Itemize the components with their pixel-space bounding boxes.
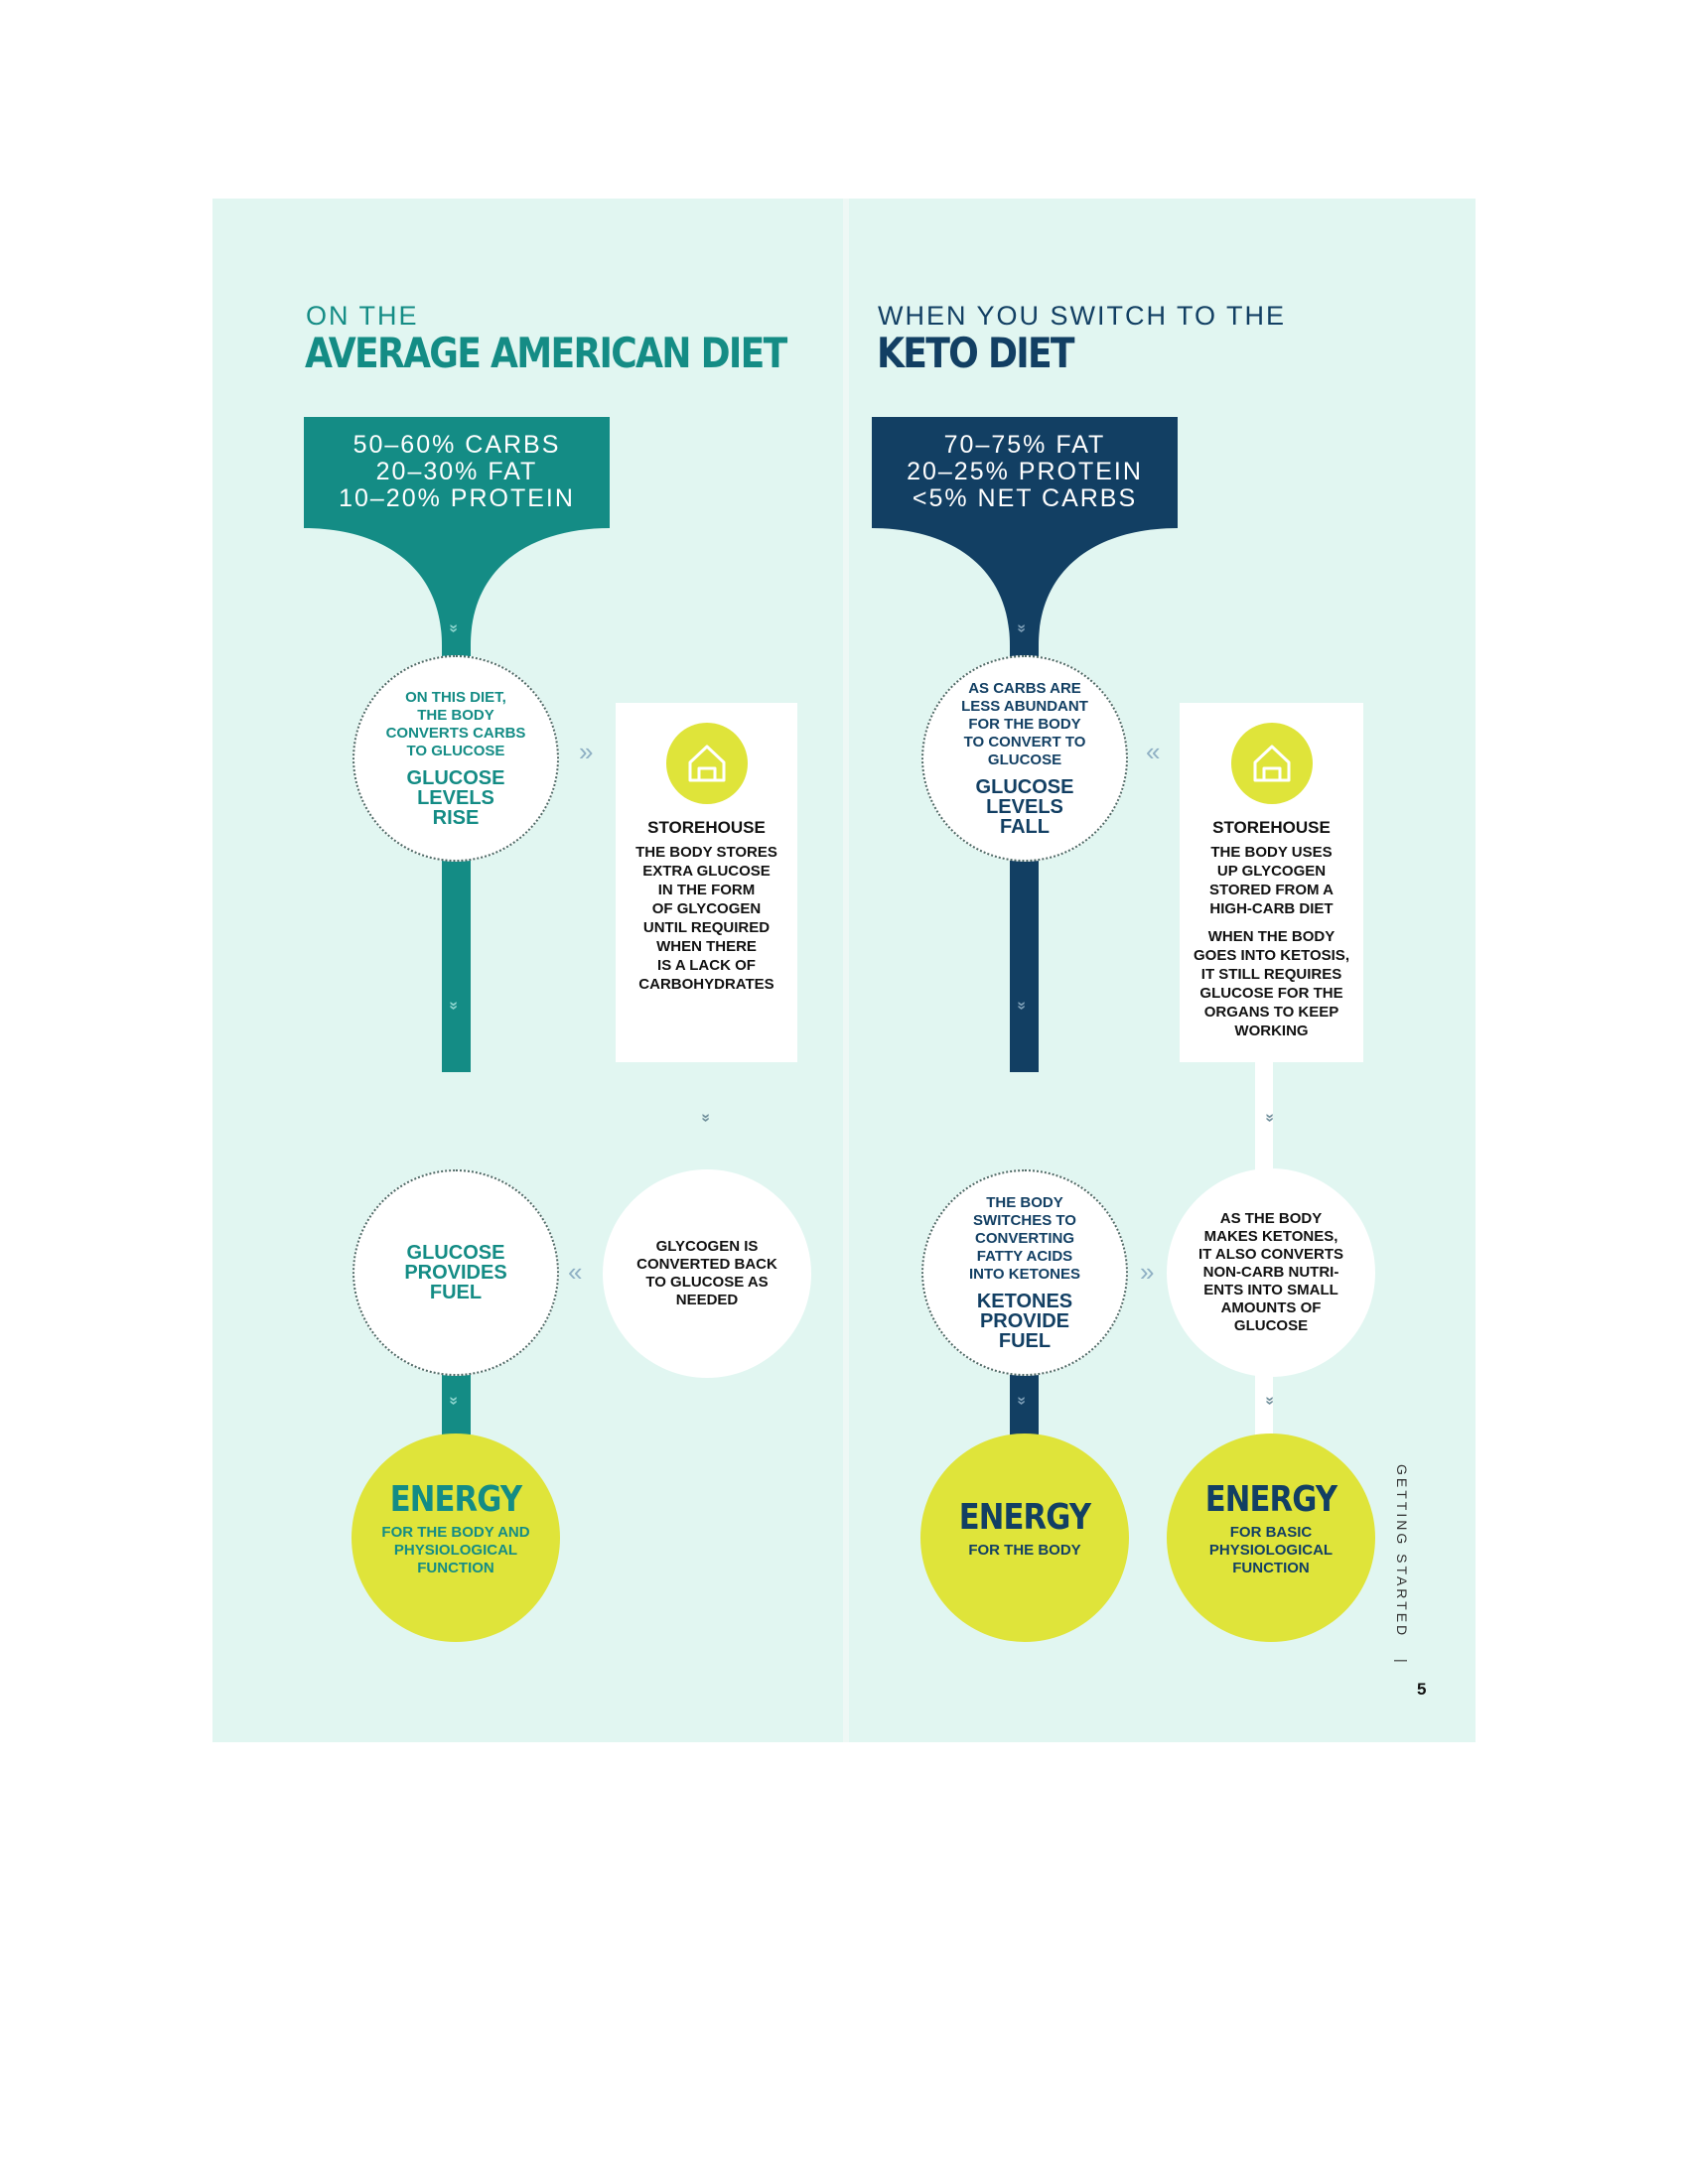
left-macro-fat: 20–30% FAT (375, 458, 538, 485)
right-storehouse-line: ORGANS TO KEEP (1203, 1004, 1339, 1021)
left-circle1-big: LEVELS (417, 787, 494, 809)
right-energy1-sub: FOR THE BODY (968, 1542, 1081, 1559)
right-circle2-big: KETONES (976, 1291, 1073, 1312)
right-circle2-line: CONVERTING (974, 1230, 1074, 1247)
left-macro-box (304, 417, 610, 528)
left-circle3-line: NEEDED (675, 1292, 739, 1308)
right-circle3-line: GLUCOSE (1233, 1317, 1309, 1334)
right-circle2-line: SWITCHES TO (973, 1212, 1076, 1229)
chevron-down-icon: » (697, 1113, 715, 1123)
left-storehouse-line: OF GLYCOGEN (651, 900, 762, 917)
right-energy2-sub: FOR BASIC (1229, 1524, 1313, 1541)
left-circle3-line: TO GLUCOSE AS (645, 1274, 769, 1291)
house-icon (1231, 723, 1313, 804)
left-macro-carbs: 50–60% CARBS (352, 431, 561, 459)
left-energy-circle (352, 1433, 560, 1642)
left-circle1-line: ON THIS DIET, (405, 689, 506, 706)
right-circle1-line: TO CONVERT TO (963, 734, 1086, 751)
left-energy-word: ENERGY (389, 1479, 522, 1520)
right-circle1-line: LESS ABUNDANT (961, 698, 1088, 715)
right-energy1-word: ENERGY (958, 1497, 1091, 1538)
left-storehouse-line: THE BODY STORES (635, 844, 777, 861)
left-circle-glucose-fuel (352, 1169, 559, 1376)
left-circle2-big: GLUCOSE (406, 1242, 505, 1264)
left-energy-sub: FUNCTION (417, 1560, 494, 1576)
right-circle1-big: GLUCOSE (975, 776, 1074, 798)
chevron-down-icon: » (445, 1396, 463, 1406)
right-energy2-sub: PHYSIOLOGICAL (1208, 1542, 1334, 1559)
right-energy2-sub: FUNCTION (1232, 1560, 1310, 1576)
right-storehouse-line: WHEN THE BODY (1207, 928, 1336, 945)
right-circle3-line: ENTS INTO SMALL (1203, 1282, 1338, 1298)
chevron-down-icon: » (1013, 1396, 1031, 1406)
section-divider: | (1394, 1659, 1410, 1666)
right-macro-fat: 70–75% FAT (943, 431, 1106, 459)
right-energy-circle-physiological (1167, 1433, 1375, 1642)
right-circle1-line: AS CARBS ARE (968, 680, 1081, 697)
right-circle2-line: FATTY ACIDS (976, 1248, 1073, 1265)
left-energy-sub: FOR THE BODY AND (381, 1524, 530, 1541)
right-circle1-line: FOR THE BODY (968, 716, 1081, 733)
right-circle3-line: NON-CARB NUTRI- (1202, 1264, 1339, 1281)
right-circle3-line: MAKES KETONES, (1203, 1228, 1338, 1245)
page-gutter (843, 199, 849, 1742)
left-storehouse-line: UNTIL REQUIRED (642, 919, 771, 936)
left-circle1-line: CONVERTS CARBS (385, 725, 526, 742)
left-circle1-line: TO GLUCOSE (406, 743, 505, 759)
chevron-down-icon: » (1013, 1001, 1031, 1011)
right-storehouse-title: STOREHOUSE (1212, 818, 1331, 837)
right-circle1-big: FALL (1000, 816, 1050, 838)
right-circle3-line: AS THE BODY (1219, 1210, 1323, 1227)
arrow-right-icon: » (579, 737, 594, 766)
left-circle1-line: THE BODY (417, 707, 494, 724)
house-icon (666, 723, 748, 804)
section-name: GETTING STARTED (1394, 1464, 1410, 1639)
chevron-down-icon: » (1261, 1113, 1279, 1123)
chevron-down-icon: » (445, 623, 463, 633)
right-circle2-big: PROVIDE (979, 1310, 1069, 1332)
left-storehouse-line: IN THE FORM (657, 882, 756, 898)
section-label (1394, 1464, 1410, 1666)
arrow-left-icon: « (568, 1257, 583, 1287)
left-circle1-big: GLUCOSE (406, 767, 505, 789)
left-circle2-big: FUEL (429, 1282, 483, 1303)
right-energy2-word: ENERGY (1204, 1479, 1337, 1520)
right-circle1-big: LEVELS (986, 796, 1063, 818)
left-storehouse-line: CARBOHYDRATES (638, 976, 774, 993)
chevron-down-icon: » (445, 1001, 463, 1011)
right-storehouse-line: WORKING (1234, 1023, 1309, 1039)
right-storehouse-line: STORED FROM A (1208, 882, 1334, 898)
left-circle-glucose-rise (352, 655, 559, 862)
right-circle1-line: GLUCOSE (987, 751, 1062, 768)
right-energy-circle-body (920, 1433, 1129, 1642)
page-number: 5 (1417, 1680, 1427, 1699)
right-pre-heading: WHEN YOU SWITCH TO THE (878, 301, 1287, 331)
arrow-left-icon: « (1146, 737, 1161, 766)
left-storehouse-line: WHEN THERE (656, 938, 757, 955)
right-storehouse-line: HIGH-CARB DIET (1209, 900, 1334, 917)
right-circle-ketones-fuel (921, 1169, 1128, 1376)
right-storehouse-box (1180, 703, 1363, 1062)
right-headline: KETO DIET (877, 329, 1073, 377)
right-circle-non-carb-glucose (1167, 1168, 1375, 1377)
left-circle3-line: GLYCOGEN IS (655, 1238, 759, 1255)
left-headline: AVERAGE AMERICAN DIET (305, 329, 786, 377)
arrow-right-icon: » (1140, 1257, 1155, 1287)
right-circle3-line: IT ALSO CONVERTS (1197, 1246, 1344, 1263)
left-storehouse-title: STOREHOUSE (647, 818, 766, 837)
left-circle3-line: CONVERTED BACK (636, 1256, 777, 1273)
right-circle2-line: THE BODY (986, 1194, 1063, 1211)
left-energy-sub: PHYSIOLOGICAL (393, 1542, 518, 1559)
right-circle-glucose-fall (921, 655, 1128, 862)
chevron-down-icon: » (1013, 623, 1031, 633)
right-storehouse-line: UP GLYCOGEN (1216, 863, 1327, 880)
left-storehouse-line: IS A LACK OF (657, 957, 756, 974)
right-storehouse-line: THE BODY USES (1210, 844, 1333, 861)
right-macro-protein: 20–25% PROTEIN (907, 458, 1143, 485)
right-storehouse-line: GOES INTO KETOSIS, (1194, 947, 1349, 964)
left-storehouse-line: EXTRA GLUCOSE (642, 863, 771, 880)
chevron-down-icon: » (1261, 1396, 1279, 1406)
left-circle-glycogen-converted (603, 1169, 811, 1378)
right-circle2-line: INTO KETONES (969, 1266, 1080, 1283)
right-macro-box (872, 417, 1178, 528)
right-circle3-line: AMOUNTS OF (1220, 1299, 1322, 1316)
left-circle2-big: PROVIDES (404, 1262, 507, 1284)
left-circle1-big: RISE (432, 807, 480, 829)
left-pre-heading: ON THE (306, 301, 419, 331)
right-storehouse-line: IT STILL REQUIRES (1200, 966, 1342, 983)
right-macro-carbs: <5% NET CARBS (912, 484, 1138, 512)
left-macro-protein: 10–20% PROTEIN (339, 484, 575, 512)
right-circle2-big: FUEL (998, 1330, 1052, 1352)
right-storehouse-line: GLUCOSE FOR THE (1199, 985, 1343, 1002)
left-storehouse-box (616, 703, 797, 1062)
